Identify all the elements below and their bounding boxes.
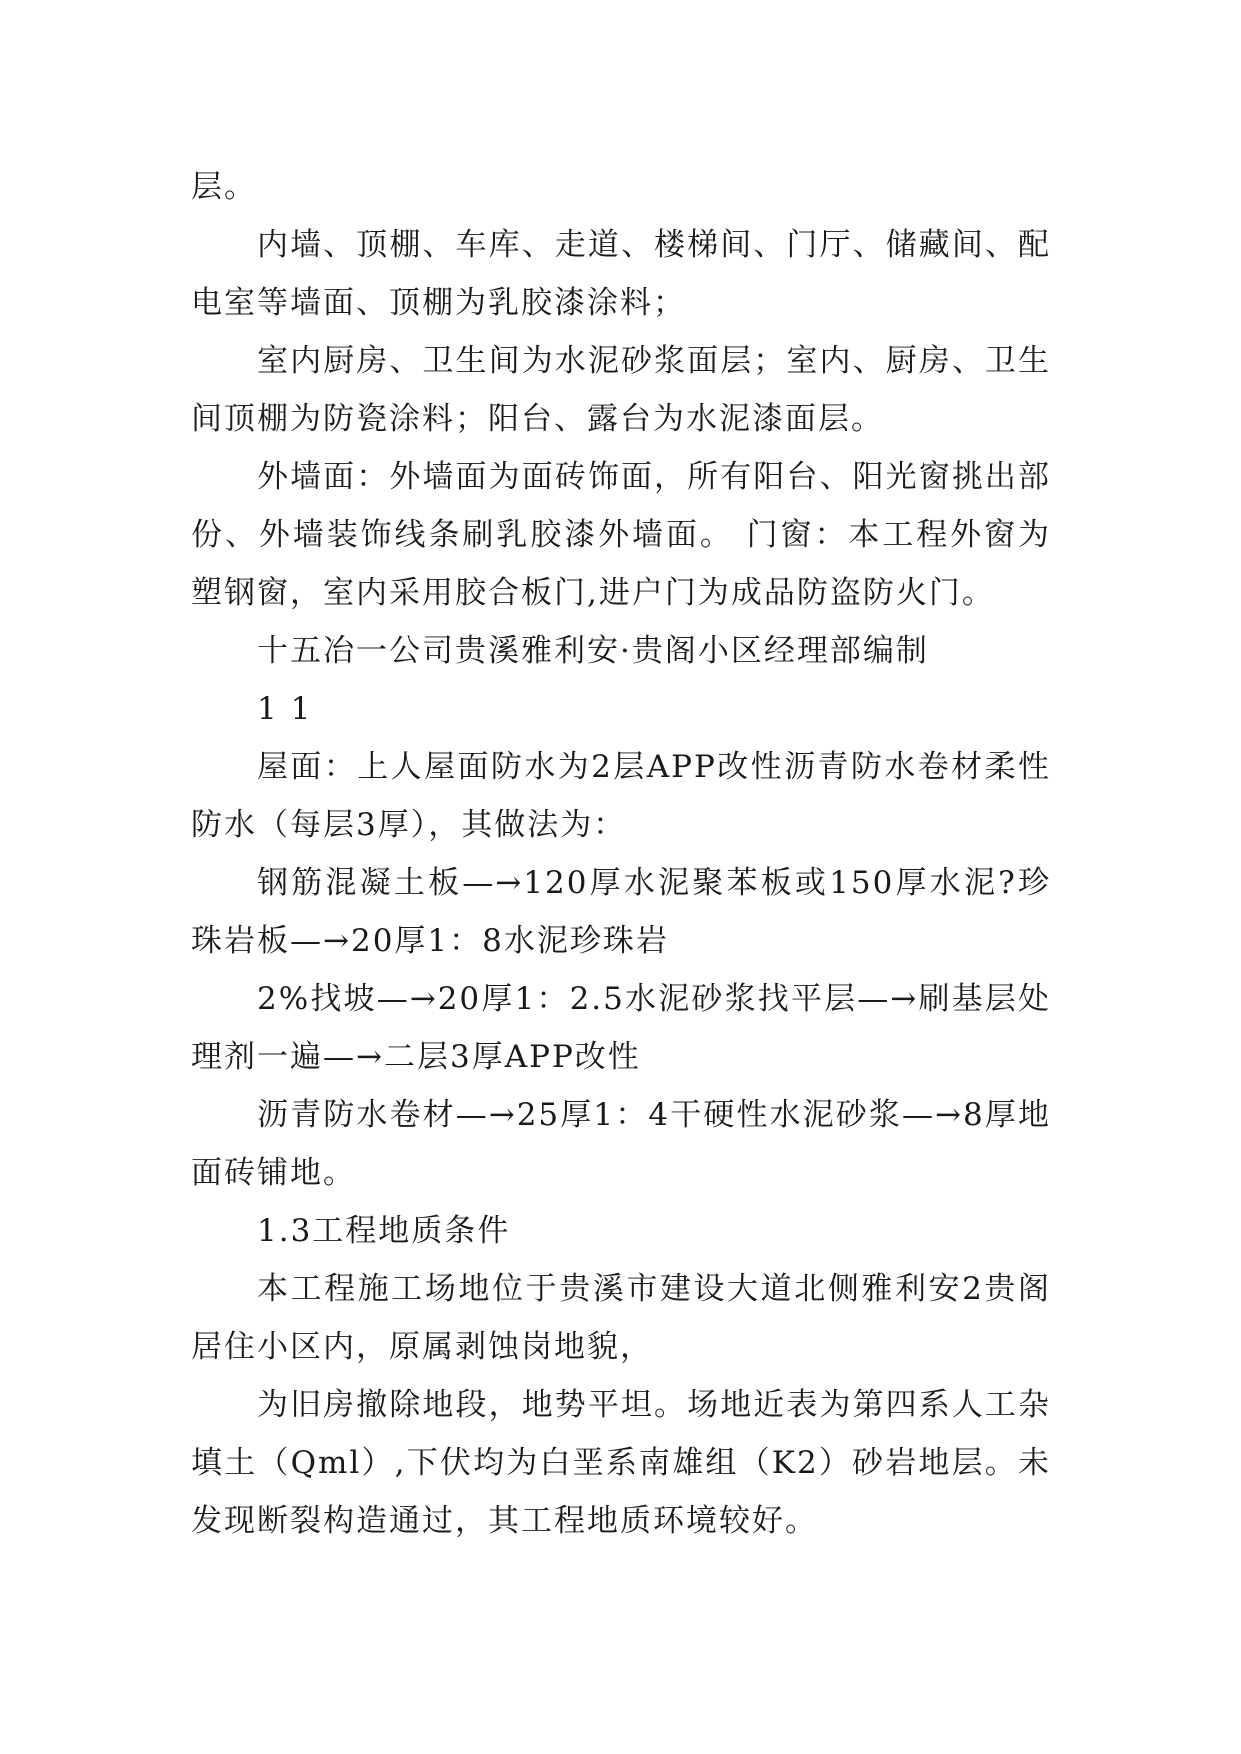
paragraph-exterior-walls: 外墙面：外墙面为面砖饰面，所有阳台、阳光窗挑出部份、外墙装饰线条刷乳胶漆外墙面。 门窗：本工程外窗为塑钢窗，室内采用胶合板门,进户门为成品防盗防火门。: [191, 459, 1051, 611]
paragraph-interior-walls: 内墙、顶棚、车库、走道、楼梯间、门厅、储藏间、配电室等墙面、顶棚为乳胶漆涂料；: [191, 227, 1051, 321]
paragraph-compiler: 十五冶一公司贵溪雅利安·贵阁小区经理部编制: [257, 633, 929, 669]
paragraph-kitchen-bathroom: 室内厨房、卫生间为水泥砂浆面层；室内、厨房、卫生间顶棚为防瓷涂料；阳台、露台为水泥漆面层。: [191, 343, 1051, 437]
document-body: [191, 158, 1051, 1550]
paragraph-roof-layers-2: 2%找坡—→20厚1：2.5水泥砂浆找平层—→刷基层处理剂一遍—→二层3厚APP改性: [191, 981, 1051, 1075]
paragraph-page-number: 1 1: [257, 691, 313, 727]
paragraph-roof-layers-1: 钢筋混凝土板—→120厚水泥聚苯板或150厚水泥?珍珠岩板—→20厚1：8水泥珍珠岩: [191, 865, 1051, 959]
paragraph-site-geology: 为旧房撤除地段，地势平坦。场地近表为第四系人工杂填土（Qml）,下伏均为白垩系南雄组（K2）砂岩地层。未发现断裂构造通过，其工程地质环境较好。: [191, 1387, 1051, 1539]
paragraph-roof: 屋面：上人屋面防水为2层APP改性沥青防水卷材柔性防水（每层3厚），其做法为：: [191, 749, 1051, 843]
section-heading-geology: 1.3工程地质条件: [257, 1213, 511, 1249]
paragraph-roof-layers-3: 沥青防水卷材—→25厚1：4干硬性水泥砂浆—→8厚地面砖铺地。: [191, 1097, 1051, 1191]
paragraph-site-location: 本工程施工场地位于贵溪市建设大道北侧雅利安2贵阁居住小区内，原属剥蚀岗地貌，: [191, 1271, 1051, 1365]
paragraph-continuation: 层。: [191, 169, 257, 205]
